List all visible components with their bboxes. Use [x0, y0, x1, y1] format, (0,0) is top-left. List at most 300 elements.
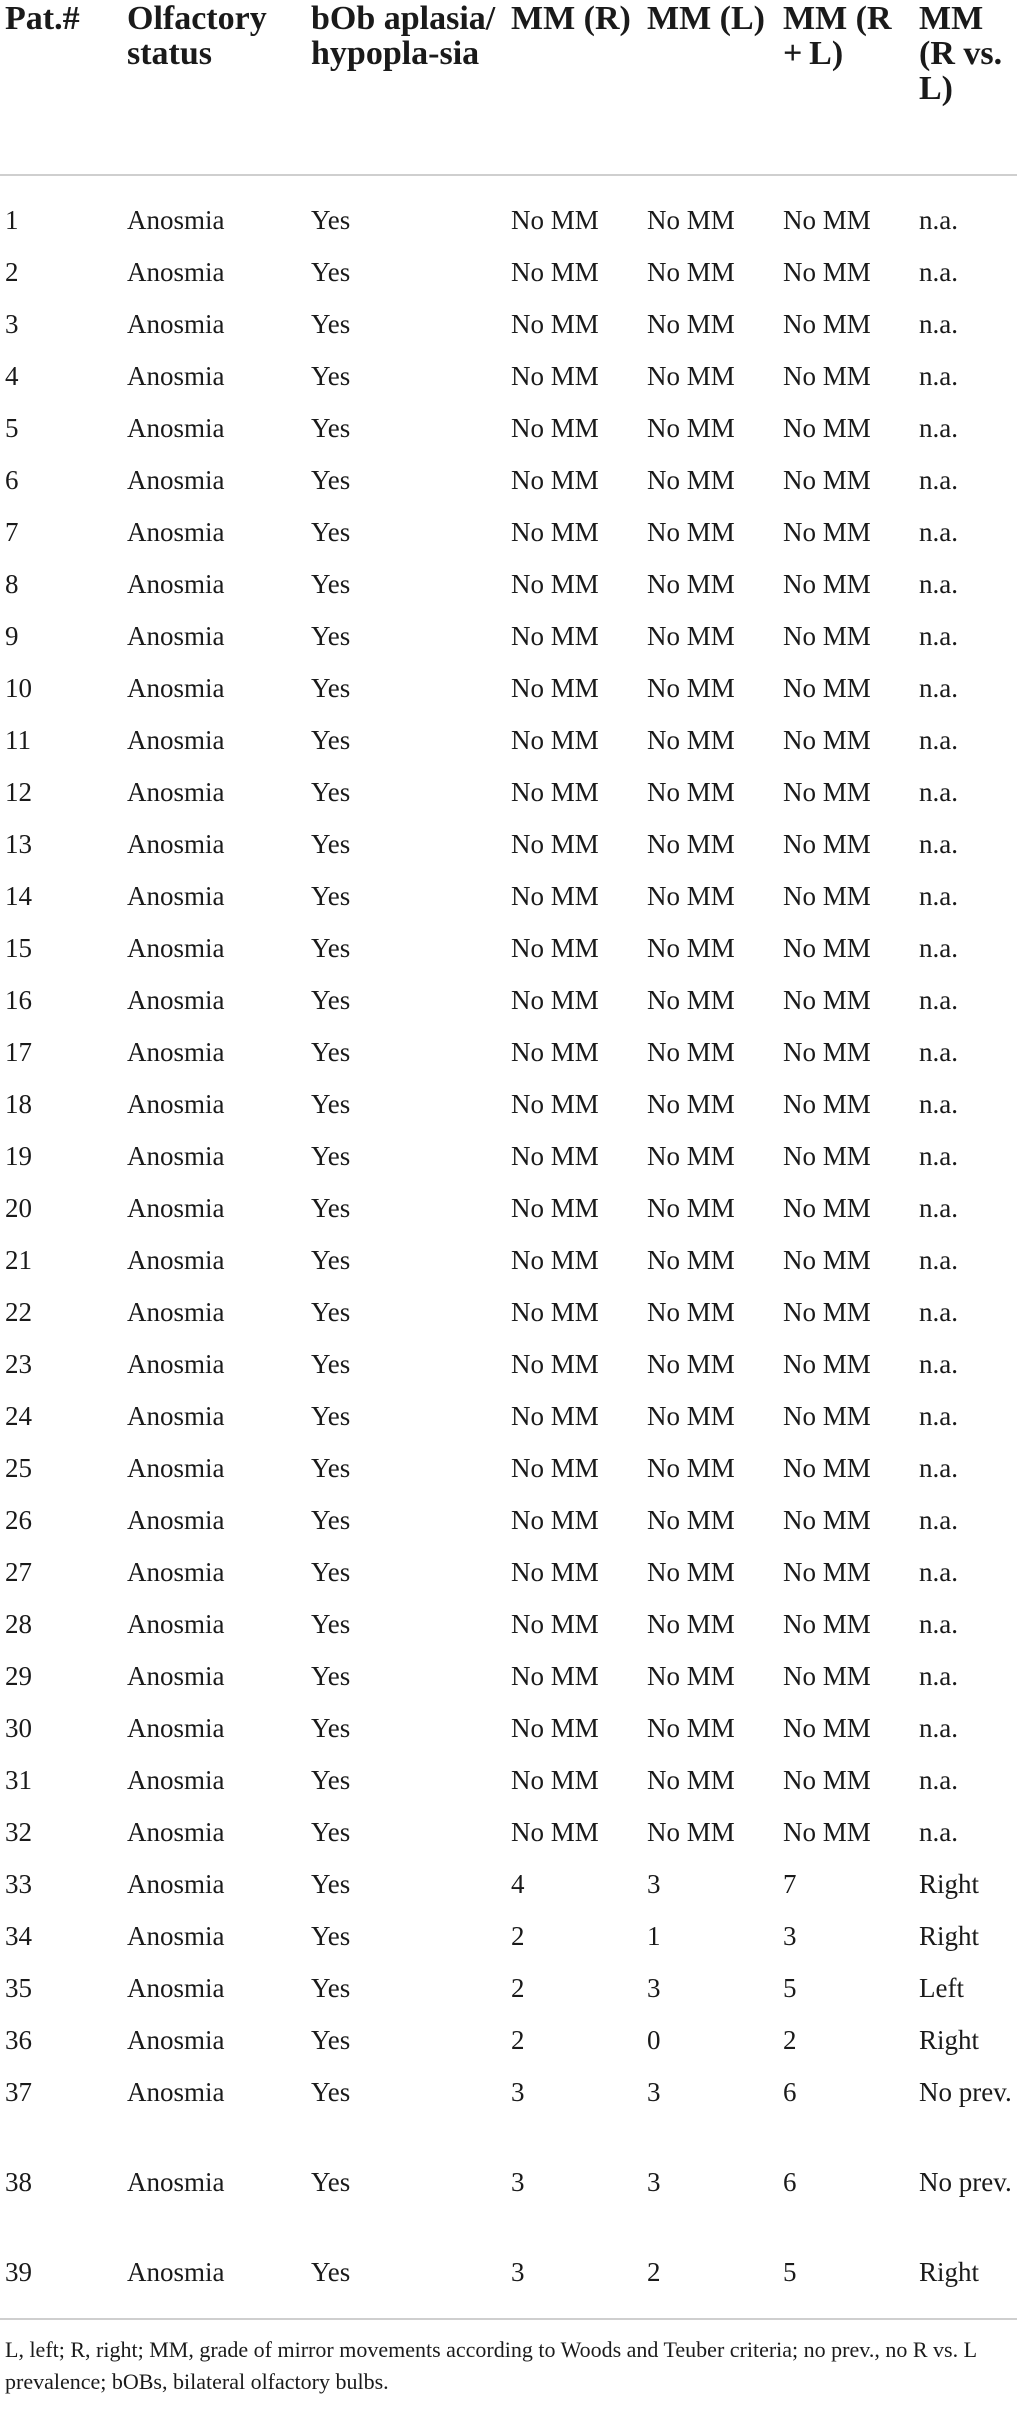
table-cell: Anosmia [127, 1193, 225, 1223]
table-cell: Anosmia [127, 777, 225, 807]
table-cell: Anosmia [127, 1505, 225, 1535]
table-cell: No MM [783, 1765, 871, 1795]
table-cell: 21 [5, 1245, 32, 1275]
table-cell: 37 [5, 2077, 32, 2107]
table-cell: n.a. [919, 1349, 958, 1379]
table-cell: No MM [783, 777, 871, 807]
table-cell: No MM [647, 1089, 735, 1119]
table-row [0, 1750, 1017, 1802]
table-cell: Right [919, 2025, 980, 2055]
table-cell: Yes [311, 1193, 351, 1223]
table-row [0, 606, 1017, 658]
table-cell: Yes [311, 309, 351, 339]
table-row [0, 1386, 1017, 1438]
table-cell: Yes [311, 2077, 351, 2107]
table-cell: 7 [783, 1869, 797, 1899]
table-cell: Yes [311, 1297, 351, 1327]
table-cell: No MM [783, 1245, 871, 1275]
table-cell: 3 [5, 309, 19, 339]
table-cell: No MM [783, 1297, 871, 1327]
table-cell: Yes [311, 1869, 351, 1899]
table-cell: n.a. [919, 257, 958, 287]
table-cell: No MM [511, 517, 599, 547]
table-row [0, 1438, 1017, 1490]
table-row [0, 1594, 1017, 1646]
table-cell: Anosmia [127, 1973, 225, 2003]
table-cell: Anosmia [127, 829, 225, 859]
table-cell: Yes [311, 1453, 351, 1483]
table-cell: Anosmia [127, 881, 225, 911]
table-row [0, 1906, 1017, 1958]
table-cell: Yes [311, 1401, 351, 1431]
table-cell: No MM [647, 1609, 735, 1639]
table-cell: Yes [311, 725, 351, 755]
column-header-label: MM (R) [511, 0, 631, 37]
table-cell: 3 [511, 2077, 525, 2107]
table-cell: Yes [311, 1037, 351, 1067]
table-cell: Yes [311, 1141, 351, 1171]
table-cell: No MM [783, 1609, 871, 1639]
table-cell: 3 [647, 2167, 661, 2197]
table-row [0, 1334, 1017, 1386]
table-cell: 34 [5, 1921, 32, 1951]
table-cell: 12 [5, 777, 32, 807]
table-row [0, 814, 1017, 866]
table-cell: 1 [647, 1921, 661, 1951]
table-cell: Yes [311, 1557, 351, 1587]
table-cell: Anosmia [127, 257, 225, 287]
table-row [0, 2062, 1017, 2152]
table-row [0, 1646, 1017, 1698]
table-cell: No MM [647, 1401, 735, 1431]
table-row [0, 1490, 1017, 1542]
table-cell: Anosmia [127, 205, 225, 235]
table-cell: 11 [5, 725, 31, 755]
table-cell: No MM [647, 569, 735, 599]
table-cell: No MM [783, 257, 871, 287]
table-row [0, 970, 1017, 1022]
table-row [0, 658, 1017, 710]
table-row [0, 1854, 1017, 1906]
table-cell: Anosmia [127, 1089, 225, 1119]
table-cell: 9 [5, 621, 19, 651]
column-header-label: MM (L) [647, 0, 766, 37]
table-row [0, 710, 1017, 762]
table-cell: 20 [5, 1193, 32, 1223]
table-row [0, 398, 1017, 450]
column-header [0, 0, 122, 175]
table-cell: No MM [511, 933, 599, 963]
table-cell: No MM [511, 1609, 599, 1639]
table-cell: n.a. [919, 673, 958, 703]
table-cell: No MM [647, 1765, 735, 1795]
table-cell: Yes [311, 205, 351, 235]
table-cell: n.a. [919, 517, 958, 547]
table-cell: No MM [783, 1661, 871, 1691]
table-cell: n.a. [919, 881, 958, 911]
column-header-label: bOb aplasia/ hypopla-sia [311, 0, 496, 72]
table-cell: Yes [311, 517, 351, 547]
table-cell: 4 [511, 1869, 525, 1899]
table-cell: No MM [647, 673, 735, 703]
column-header [778, 0, 914, 175]
table-cell: Yes [311, 1089, 351, 1119]
table-cell: No MM [783, 1713, 871, 1743]
table-cell: No MM [647, 777, 735, 807]
table-cell: 1 [5, 205, 19, 235]
table-cell: Yes [311, 361, 351, 391]
table-cell: No MM [511, 777, 599, 807]
table-cell: 0 [647, 2025, 661, 2055]
table-cell: Anosmia [127, 517, 225, 547]
table-row [0, 1230, 1017, 1282]
table-cell: No MM [511, 309, 599, 339]
table-cell: 17 [5, 1037, 32, 1067]
table-cell: No MM [647, 881, 735, 911]
table-cell: Anosmia [127, 1609, 225, 1639]
table-row [0, 294, 1017, 346]
table-cell: 5 [5, 413, 19, 443]
table-cell: No MM [647, 1349, 735, 1379]
table-cell: No MM [783, 517, 871, 547]
table-cell: n.a. [919, 1505, 958, 1535]
table-cell: No MM [783, 309, 871, 339]
table-row [0, 1022, 1017, 1074]
table-cell: 24 [5, 1401, 32, 1431]
table-cell: n.a. [919, 1193, 958, 1223]
table-cell: No MM [511, 413, 599, 443]
table-row [0, 1126, 1017, 1178]
table-cell: Yes [311, 465, 351, 495]
table-cell: Anosmia [127, 1297, 225, 1327]
table-cell: No MM [647, 413, 735, 443]
table-cell: No MM [511, 621, 599, 651]
table-cell: 18 [5, 1089, 32, 1119]
table-cell: Anosmia [127, 2025, 225, 2055]
column-header [122, 0, 306, 175]
table-cell: n.a. [919, 1037, 958, 1067]
table-cell: 3 [647, 2077, 661, 2107]
table-cell: No MM [783, 881, 871, 911]
table-cell: No MM [647, 257, 735, 287]
table-cell: 6 [5, 465, 19, 495]
table-cell: n.a. [919, 1245, 958, 1275]
table-cell: No prev. [919, 2077, 1012, 2107]
table-cell: No MM [783, 1817, 871, 1847]
table-cell: Yes [311, 2025, 351, 2055]
table-cell: Yes [311, 1245, 351, 1275]
table-cell: 31 [5, 1765, 32, 1795]
table-cell: No MM [647, 1245, 735, 1275]
table-cell: n.a. [919, 1661, 958, 1691]
table-cell: n.a. [919, 1817, 958, 1847]
table-cell: 2 [5, 257, 19, 287]
table-cell: Anosmia [127, 413, 225, 443]
table-cell: Anosmia [127, 1921, 225, 1951]
table-cell: Yes [311, 1609, 351, 1639]
table-cell: n.a. [919, 1297, 958, 1327]
table-cell: n.a. [919, 465, 958, 495]
table-cell: No MM [511, 1245, 599, 1275]
table-cell: n.a. [919, 1609, 958, 1639]
table-cell: n.a. [919, 1765, 958, 1795]
table-cell: Anosmia [127, 933, 225, 963]
table-cell: No MM [783, 933, 871, 963]
table-row [0, 1542, 1017, 1594]
table-cell: Anosmia [127, 1557, 225, 1587]
table-cell: Yes [311, 2257, 351, 2287]
table-row [0, 1074, 1017, 1126]
table-cell: No MM [783, 361, 871, 391]
table-cell: Anosmia [127, 1817, 225, 1847]
column-header [914, 0, 1017, 175]
table-cell: 8 [5, 569, 19, 599]
table-cell: Anosmia [127, 621, 225, 651]
column-header [306, 0, 506, 175]
column-header-label: Olfactory status [127, 0, 267, 72]
table-cell: n.a. [919, 1089, 958, 1119]
table-cell: 13 [5, 829, 32, 859]
table-cell: No MM [783, 1349, 871, 1379]
table-row [0, 1282, 1017, 1334]
table-cell: 39 [5, 2257, 32, 2287]
table-cell: No MM [783, 1089, 871, 1119]
table-cell: No MM [511, 1401, 599, 1431]
table-cell: Anosmia [127, 569, 225, 599]
table-cell: n.a. [919, 361, 958, 391]
column-header [642, 0, 778, 175]
table-footnote: L, left; R, right; MM, grade of mirror movements according to Woods and Teuber criteria; no prev., no R vs. L prevalence; bOBs, bilateral olfactory bulbs. [0, 2318, 1017, 2398]
table-cell: 2 [647, 2257, 661, 2287]
table-cell: No MM [511, 1141, 599, 1171]
table-cell: No MM [647, 985, 735, 1015]
table-cell: No MM [783, 829, 871, 859]
table-cell: n.a. [919, 1401, 958, 1431]
table-cell: Anosmia [127, 2167, 225, 2197]
table-cell: 25 [5, 1453, 32, 1483]
table-cell: No MM [647, 829, 735, 859]
table-cell: 14 [5, 881, 32, 911]
table-cell: n.a. [919, 309, 958, 339]
table-row [0, 2242, 1017, 2294]
table-cell: No MM [783, 1141, 871, 1171]
table-cell: No MM [783, 985, 871, 1015]
table-cell: 38 [5, 2167, 32, 2197]
table-cell: Yes [311, 985, 351, 1015]
table-cell: 19 [5, 1141, 32, 1171]
table-cell: n.a. [919, 1557, 958, 1587]
table-cell: Anosmia [127, 1141, 225, 1171]
table-cell: No MM [647, 1661, 735, 1691]
table-cell: 5 [783, 1973, 797, 2003]
table-cell: No MM [511, 1505, 599, 1535]
table-cell: No MM [783, 673, 871, 703]
table-cell: No MM [783, 1037, 871, 1067]
table-cell: No MM [511, 881, 599, 911]
table-cell: Anosmia [127, 1401, 225, 1431]
table-cell: Yes [311, 413, 351, 443]
table-cell: No MM [647, 1817, 735, 1847]
table-cell: 3 [511, 2167, 525, 2197]
table-cell: Yes [311, 1817, 351, 1847]
table-cell: Left [919, 1973, 964, 2003]
table-cell: 33 [5, 1869, 32, 1899]
table-header [0, 0, 1017, 175]
table-cell: No MM [647, 1453, 735, 1483]
table-row [0, 450, 1017, 502]
table-cell: No MM [511, 569, 599, 599]
table-cell: Anosmia [127, 1869, 225, 1899]
table-cell: No MM [647, 725, 735, 755]
table-cell: No MM [511, 1557, 599, 1587]
table-cell: No MM [511, 985, 599, 1015]
table-cell: 10 [5, 673, 32, 703]
table-cell: No MM [783, 1193, 871, 1223]
table-cell: No MM [647, 309, 735, 339]
table-cell: No MM [647, 465, 735, 495]
table-cell: 3 [647, 1869, 661, 1899]
column-header-label: MM (R + L) [783, 0, 899, 72]
table-cell: 7 [5, 517, 19, 547]
table-cell: No MM [511, 673, 599, 703]
table-row [0, 1698, 1017, 1750]
table-cell: No MM [647, 1713, 735, 1743]
table-cell: Anosmia [127, 673, 225, 703]
table-cell: Yes [311, 881, 351, 911]
table-cell: Anosmia [127, 309, 225, 339]
table-cell: No MM [783, 725, 871, 755]
table-cell: 30 [5, 1713, 32, 1743]
table-row [0, 1958, 1017, 2010]
table-cell: n.a. [919, 933, 958, 963]
table-cell: No MM [511, 1661, 599, 1691]
table-row [0, 2152, 1017, 2242]
table-cell: Anosmia [127, 1245, 225, 1275]
column-header-label: MM (R vs. L) [919, 0, 1003, 107]
table-cell: No MM [783, 465, 871, 495]
table-cell: Yes [311, 673, 351, 703]
table-cell: No MM [647, 1297, 735, 1327]
table-cell: 16 [5, 985, 32, 1015]
table-cell: No MM [647, 205, 735, 235]
table-cell: Yes [311, 2167, 351, 2197]
table-cell: No MM [647, 1505, 735, 1535]
table-cell: No MM [511, 361, 599, 391]
table-cell: No MM [511, 465, 599, 495]
table-cell: No MM [783, 413, 871, 443]
table-cell: No MM [783, 569, 871, 599]
table-row [0, 1802, 1017, 1854]
table-cell: No MM [511, 257, 599, 287]
table-cell: 26 [5, 1505, 32, 1535]
table-cell: No MM [511, 1349, 599, 1379]
table-cell: n.a. [919, 1453, 958, 1483]
table-cell: No MM [783, 1453, 871, 1483]
table-cell: n.a. [919, 569, 958, 599]
table-cell: No MM [511, 205, 599, 235]
table-cell: Anosmia [127, 2257, 225, 2287]
table-cell: Anosmia [127, 725, 225, 755]
table-cell: Anosmia [127, 1765, 225, 1795]
table-cell: 5 [783, 2257, 797, 2287]
table-cell: Anosmia [127, 361, 225, 391]
table-row [0, 502, 1017, 554]
table-cell: No MM [647, 1557, 735, 1587]
table-row [0, 242, 1017, 294]
table-cell: Yes [311, 1921, 351, 1951]
table-cell: Yes [311, 1661, 351, 1691]
table-cell: Yes [311, 1765, 351, 1795]
column-header-label: Pat.# [5, 0, 80, 37]
table-cell: No MM [783, 621, 871, 651]
table-cell: Anosmia [127, 1037, 225, 1067]
table-cell: No MM [647, 621, 735, 651]
table-cell: Right [919, 2257, 980, 2287]
table-cell: n.a. [919, 413, 958, 443]
table-cell: Yes [311, 829, 351, 859]
table-cell: n.a. [919, 985, 958, 1015]
table-cell: No MM [647, 933, 735, 963]
table-cell: No MM [511, 725, 599, 755]
table-cell: 23 [5, 1349, 32, 1379]
table-cell: 6 [783, 2167, 797, 2197]
table-cell: n.a. [919, 829, 958, 859]
table-cell: Anosmia [127, 1661, 225, 1691]
header-row [0, 0, 1017, 175]
table-cell: Yes [311, 621, 351, 651]
table-cell: Yes [311, 777, 351, 807]
table-cell: n.a. [919, 1141, 958, 1171]
table-cell: 2 [511, 2025, 525, 2055]
table-cell: 2 [783, 2025, 797, 2055]
table-cell: Yes [311, 1713, 351, 1743]
table-cell: n.a. [919, 1713, 958, 1743]
table-cell: Anosmia [127, 1453, 225, 1483]
table-cell: Right [919, 1869, 980, 1899]
table-cell: No prev. [919, 2167, 1012, 2197]
table-cell: Yes [311, 569, 351, 599]
table-row [0, 554, 1017, 606]
table-cell: Yes [311, 1973, 351, 2003]
table-row [0, 346, 1017, 398]
table-cell: 36 [5, 2025, 32, 2055]
table-row [0, 918, 1017, 970]
table-row [0, 762, 1017, 814]
table-cell: 2 [511, 1973, 525, 2003]
table-cell: No MM [647, 517, 735, 547]
table-cell: No MM [647, 1193, 735, 1223]
table-cell: Yes [311, 933, 351, 963]
table-cell: 28 [5, 1609, 32, 1639]
table-cell: n.a. [919, 621, 958, 651]
table-cell: No MM [783, 205, 871, 235]
table-cell: 3 [783, 1921, 797, 1951]
table-cell: 29 [5, 1661, 32, 1691]
table-cell: 2 [511, 1921, 525, 1951]
table-cell: 22 [5, 1297, 32, 1327]
table-cell: No MM [511, 1089, 599, 1119]
table-cell: Anosmia [127, 985, 225, 1015]
table-cell: n.a. [919, 725, 958, 755]
table-row [0, 175, 1017, 242]
table-cell: No MM [783, 1505, 871, 1535]
table-cell: 15 [5, 933, 32, 963]
table-cell: No MM [511, 829, 599, 859]
table-cell: Anosmia [127, 1349, 225, 1379]
table-cell: No MM [647, 361, 735, 391]
table-cell: Right [919, 1921, 980, 1951]
table-cell: Anosmia [127, 465, 225, 495]
